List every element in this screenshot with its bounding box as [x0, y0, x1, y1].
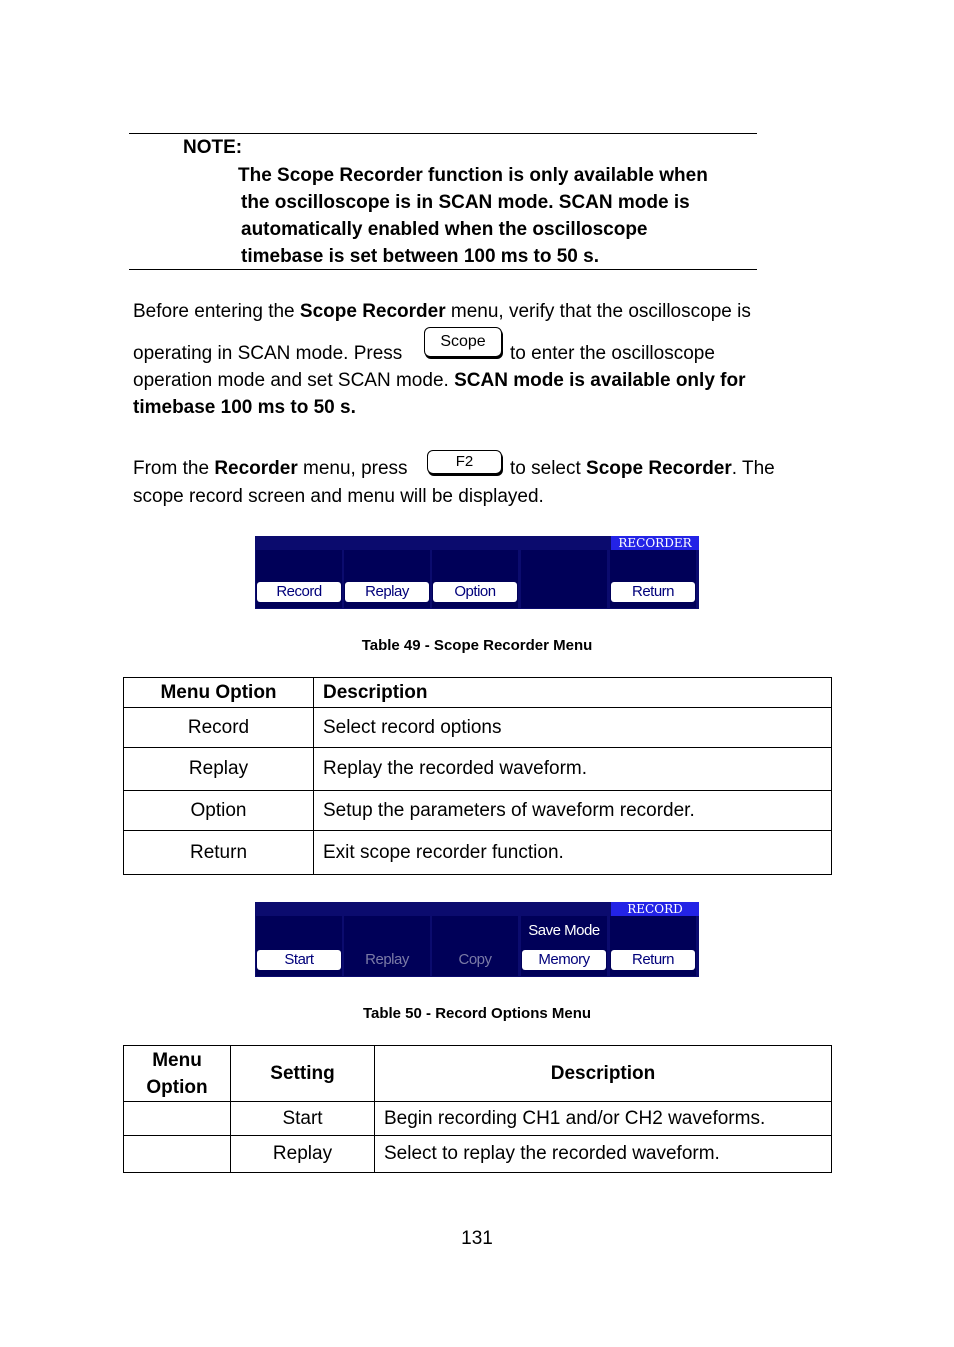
start-softkey[interactable]: Start [257, 950, 341, 970]
record-options-table [123, 1045, 832, 1173]
table50-caption: Table 50 - Record Options Menu [362, 1005, 592, 1022]
table-row: Return Exit scope recorder function. [124, 831, 832, 875]
scope-recorder-menu-table [123, 677, 832, 875]
recorder-menu-screenshot [255, 536, 699, 609]
menu-tag: RECORDER [611, 536, 699, 550]
record-options-menu-screenshot [255, 902, 699, 977]
table-header: Setting [231, 1046, 375, 1102]
paragraph-recorder-line1b: to select Scope Recorder. The [510, 458, 775, 479]
paragraph-recorder-line2: scope record screen and menu will be displayed. [133, 486, 544, 507]
paragraph-recorder-line1: From the Recorder menu, press [133, 458, 408, 479]
memory-softkey[interactable]: Memory [522, 950, 606, 970]
replay-softkey[interactable]: Replay [345, 582, 429, 602]
f2-key-button[interactable]: F2 [427, 450, 502, 474]
note-line: The Scope Recorder function is only available when [238, 165, 708, 186]
note-line: automatically enabled when the oscilloscope [241, 219, 648, 240]
scope-key-button[interactable]: Scope [424, 327, 502, 357]
table49-caption: Table 49 - Scope Recorder Menu [361, 637, 593, 654]
copy-softkey-disabled: Copy [458, 951, 492, 968]
paragraph-scan-line2: operating in SCAN mode. Press [133, 343, 403, 364]
option-softkey[interactable]: Option [433, 582, 517, 602]
note-line: timebase is set between 100 ms to 50 s. [241, 246, 600, 267]
replay-softkey-disabled: Replay [365, 951, 409, 968]
table-header: Description [375, 1046, 832, 1102]
table-row: Start Begin recording CH1 and/or CH2 waveforms. [124, 1102, 832, 1136]
save-mode-label: Save Mode [528, 922, 600, 939]
return-softkey[interactable]: Return [611, 950, 695, 970]
record-softkey[interactable]: Record [257, 582, 341, 602]
table-header: Menu Option [124, 678, 314, 708]
note-line: the oscilloscope is in SCAN mode. SCAN mode is [241, 192, 690, 213]
table-row: Option Setup the parameters of waveform recorder. [124, 791, 832, 831]
paragraph-scan-line3: operation mode and set SCAN mode. SCAN mode is available only for [133, 370, 746, 391]
table-row: Replay Replay the recorded waveform. [124, 748, 832, 791]
menu-tag: RECORD [611, 902, 699, 916]
return-softkey[interactable]: Return [611, 582, 695, 602]
table-row: Replay Select to replay the recorded waveform. [124, 1136, 832, 1173]
note-bottom-rule [129, 269, 757, 270]
paragraph-scan-line1: Before entering the Scope Recorder menu, verify that the oscilloscope is [133, 301, 751, 322]
table-header: Description [314, 678, 832, 708]
page-number: 131 [461, 1228, 493, 1249]
note-title: NOTE: [183, 137, 243, 158]
table-row: Record Select record options [124, 708, 832, 748]
paragraph-scan-line4: timebase 100 ms to 50 s. [133, 397, 356, 418]
note-top-rule [129, 133, 757, 134]
paragraph-scan-line2b: to enter the oscilloscope [510, 343, 715, 364]
note-body [238, 162, 738, 270]
table-header: Menu Option [124, 1046, 231, 1102]
empty-softkey [521, 550, 607, 608]
